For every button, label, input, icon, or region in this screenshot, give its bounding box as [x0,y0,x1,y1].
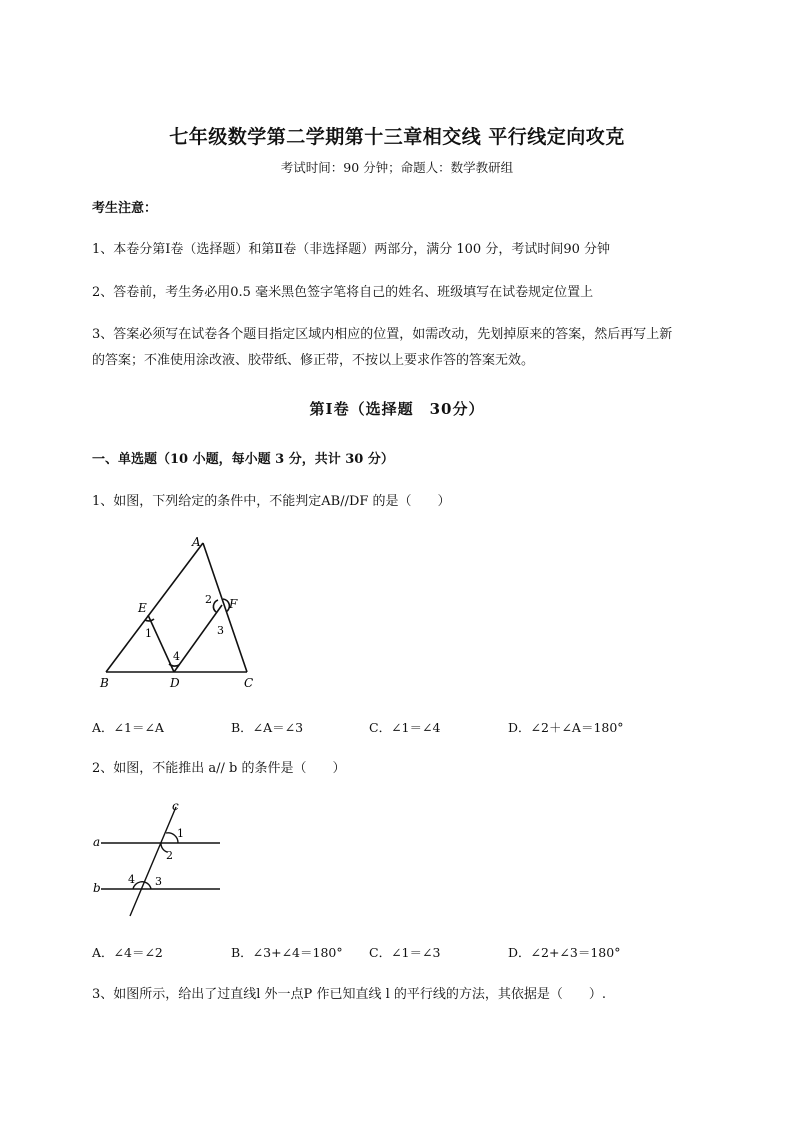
question-2-option-d[interactable]: D．∠2+∠3＝180° [508,945,621,960]
question-1-option-d[interactable]: D．∠2＋∠A＝180° [508,720,624,735]
question-2-option-a[interactable]: A．∠4＝∠2 [92,945,163,960]
question-1-figure [90,530,270,695]
question-1-option-c[interactable]: C．∠1＝∠4 [369,720,441,735]
point-a-label: A [192,535,201,549]
angle-4-label: 4 [128,873,135,886]
question-2-option-b[interactable]: B．∠3+∠4＝180° [231,945,343,960]
line-b-label: b [93,881,101,895]
question-1-option-b[interactable]: B．∠A＝∠3 [231,720,304,735]
section-title: 第Ⅰ卷（选择题 30分） [309,400,485,418]
notice-item-1: 1、本卷分第Ⅰ卷（选择题）和第Ⅱ卷（非选择题）两部分，满分 100 分，考试时间90 分钟 [92,242,610,257]
angle-4-label: 4 [173,650,180,663]
notice-item-3-line-1: 3、答案必须写在试卷各个题目指定区域内相应的位置，如需改动，先划掉原来的答案，然后再写上新 [92,327,673,342]
line-c-label: c [172,799,179,813]
notice-item-2: 2、答卷前，考生务必用0.5 毫米黑色签字笔将自己的姓名、班级填写在试卷规定位置上 [92,285,594,300]
point-f-label: F [229,597,238,611]
angle-1-label: 1 [145,627,152,640]
point-d-label: D [170,676,180,690]
point-e-label: E [138,601,147,615]
angle-3-label: 3 [155,875,162,888]
question-2-option-c[interactable]: C．∠1＝∠3 [369,945,441,960]
angle-2-label: 2 [205,593,212,606]
angle-1-label: 1 [177,827,184,840]
point-c-label: C [244,676,254,690]
question-3-stem: 3、如图所示，给出了过直线l 外一点P 作已知直线 l 的平行线的方法，其依据是（ ）. [92,987,606,1002]
notice-item-3-line-2: 的答案；不准使用涂改液、胶带纸、修正带，不按以上要求作答的答案无效。 [92,353,535,368]
question-2-figure [88,795,228,920]
line-a-label: a [93,835,101,849]
question-2-stem: 2、如图，不能推出 a// b 的条件是（ ） [92,761,346,776]
part-heading: 一、单选题（10 小题，每小题 3 分，共计 30 分） [92,452,394,467]
exam-info: 考试时间：90 分钟；命题人：数学教研组 [280,160,514,175]
page-title: 七年级数学第二学期第十三章相交线 平行线定向攻克 [169,126,625,148]
angle-2-label: 2 [166,849,173,862]
question-1-stem: 1、如图，下列给定的条件中，不能判定AB//DF 的是（ ） [92,494,451,509]
point-b-label: B [100,676,109,690]
question-1-option-a[interactable]: A．∠1＝∠A [92,720,164,735]
angle-3-label: 3 [217,624,224,637]
notice-heading: 考生注意： [92,201,158,216]
